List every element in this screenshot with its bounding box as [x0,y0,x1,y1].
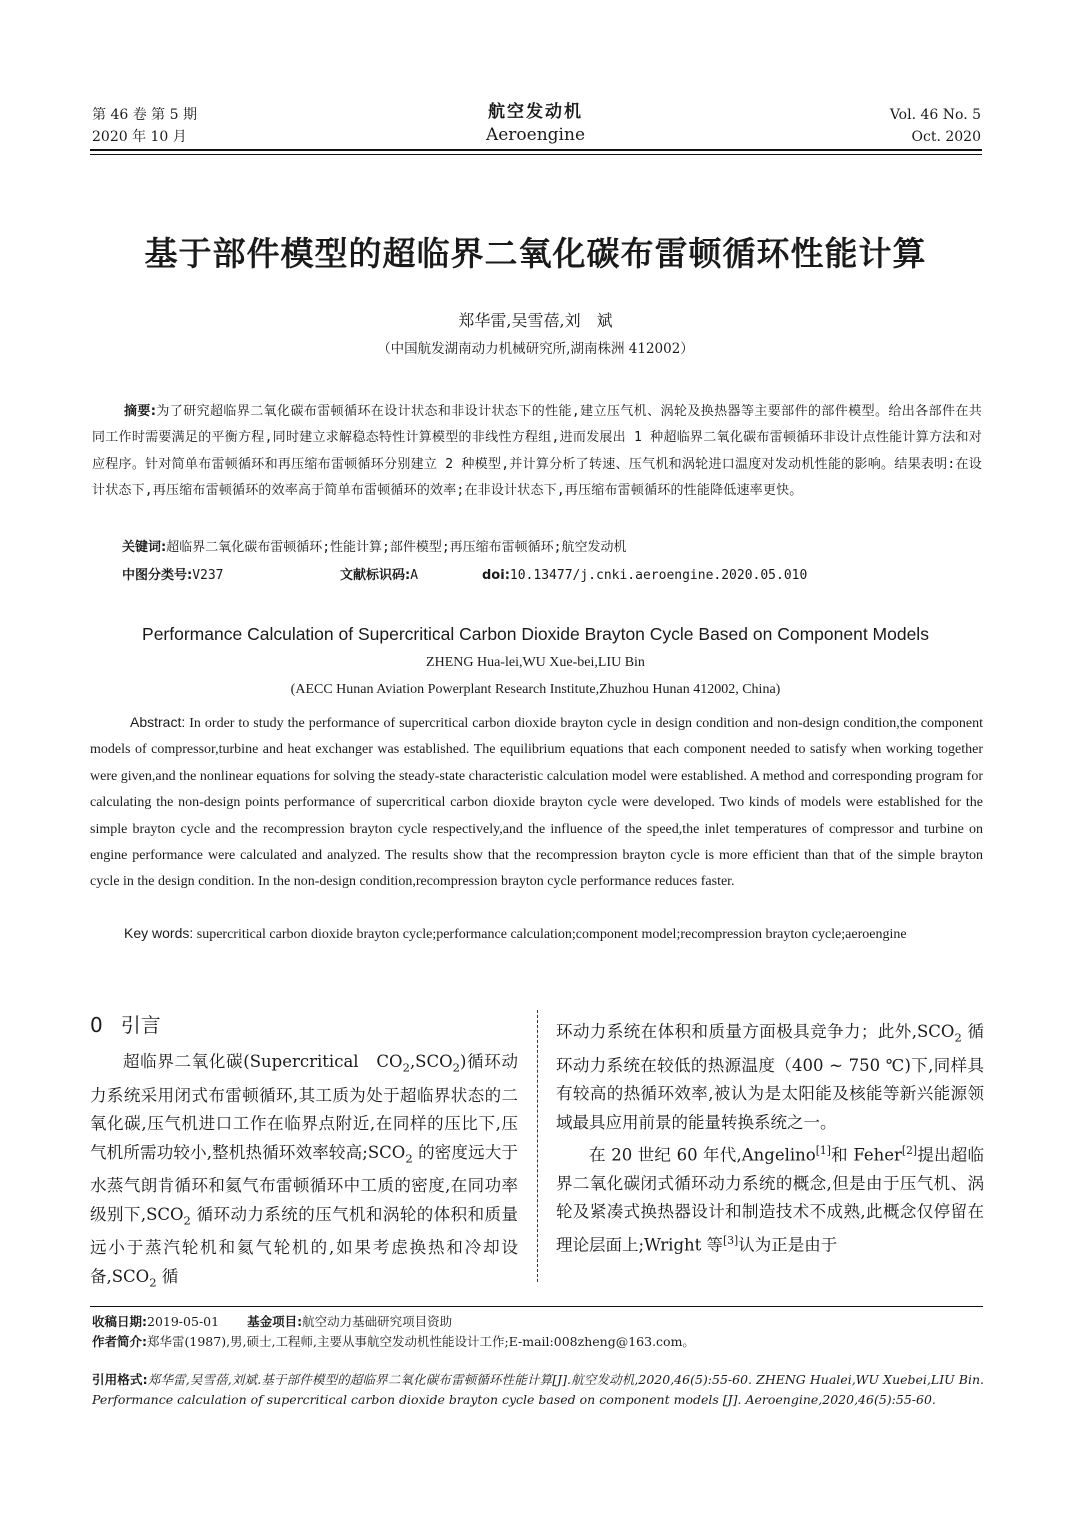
keywords-cn [122,536,627,555]
keywords-cn-text: 超临界二氧化碳布雷顿循环;性能计算;部件模型;再压缩布雷顿循环;航空发动机 [166,540,627,555]
section-number: 0 [90,1013,103,1037]
header-rule-thin [90,154,982,155]
body-text: )循环动力系统采用闭式布雷顿循环,其工质为处于超临界状态的二氧化碳,压气机进口工作在临界点附近,在同样的压比下,压气机所需功较小,整机热循环效率较高;SCO [90,1052,518,1162]
body-text: 和 Feher [830,1145,902,1165]
header-rule-thick [90,149,982,151]
author-bio-label: 作者简介: [92,1334,147,1349]
english-affiliation: (AECC Hunan Aviation Powerplant Research Institute,Zhuzhou Hunan 412002, China) [290,682,781,697]
doc-code-value: A [410,568,419,583]
subscript: 2 [405,1150,413,1165]
fund-label: 基金项目: [247,1314,303,1329]
author-bio-text: 郑华雷(1987),男,硕士,工程师,主要从事航空发动机性能设计工作;E-mail:008zheng@163.com。 [147,1334,695,1349]
english-keywords [90,920,983,948]
english-abstract-text: In order to study the performance of supercritical carbon dioxide brayton cycle in design condition and non-design condition,the component models of compressor,turbine and heat exchanger was established. The equilibrium equations that each component needed to satisfy when working together were given,and the nonlinear equations for solving the steady-state characteristic calculation model were established. A method and corresponding program for calculating the non-design points performance of supercritical carbon dioxide brayton cycle were developed. Two kinds of models were established for the simple brayton cycle and the recompression brayton cycle respectively,and the influence of the speed,the inlet temperatures of compressor and turbine on engine performance were calculated and analyzed. The results show that the recompression brayton cycle is more efficient than that of the simple brayton cycle in the design condition. In the non-design condition,recompression brayton cycle performance reduces faster. [90,716,984,890]
doc-code-label: 文献标识码: [340,568,411,583]
header-volume-issue-en: Vol. 46 No. 5 [889,107,981,123]
subscript: 2 [149,1275,157,1290]
body-text: 超临界二氧化碳(Supercritical CO [123,1052,403,1071]
received-and-funding [92,1312,452,1332]
english-authors: ZHENG Hua-lei,WU Xue-bei,LIU Bin [426,655,645,670]
header-issue-info-en [890,104,981,148]
english-abstract [90,709,983,896]
header-date-en: Oct. 2020 [911,129,981,145]
author-bio [92,1332,695,1352]
classification-line [122,564,982,583]
section-title: 引言 [120,1013,161,1037]
clc-value: V237 [192,568,224,583]
section-heading [90,1009,161,1038]
subscript: 2 [402,1060,410,1075]
english-title: Performance Calculation of Supercritical Carbon Dioxide Brayton Cycle Based on Component Models [142,624,929,644]
header-volume-issue: 第 46 卷 第 5 期 [92,107,197,123]
keywords-cn-label: 关键词: [122,540,167,555]
fund-value: 航空动力基础研究项目资助 [302,1314,453,1329]
body-column-left [90,1048,518,1296]
author-list: 郑华雷,吴雪蓓,刘 斌 [458,311,613,330]
citation-text: 郑华雷,吴雪蓓,刘斌.基于部件模型的超临界二氧化碳布雷顿循环性能计算[J].航空发动机,2020,46(5):55-60. ZHENG Hualei,WU Xuebei,LIU Bin. Performance calculation of supercritical carbon dioxide brayton cycle based on component models [J]. Aeroengine,2020,46(5):55-60. [92,1372,984,1407]
received-label: 收稿日期: [92,1314,147,1329]
doi-label: doi: [482,568,510,583]
journal-name-cn: 航空发动机 [488,102,583,122]
body-text: 循环动力系统的压气机和涡轮的体积和质量远小于蒸汽轮机和氦气轮机的,如果考虑换热和冷却设备,SCO [90,1204,519,1286]
body-text: 提出超临界二氧化碳闭式循环动力系统的概念,但是由于压气机、涡轮及紧凑式换热器设计和制造技术不成熟,此概念仅停留在理论层面上;Wright 等 [556,1145,985,1255]
paper-title: 基于部件模型的超临界二氧化碳布雷顿循环性能计算 [144,234,927,273]
body-text: 环动力系统在体积和质量方面极具竞争力；此外,SCO [556,1022,955,1041]
body-text: 循环动力系统在较低的热源温度（400 ~ 750 ℃)下,同样具有较高的热循环效率,被认为是太阳能及核能等新兴能源领域最具应用前景的能量转换系统之一。 [556,1022,984,1132]
subscript: 2 [954,1030,962,1045]
body-text: 认为正是由于 [738,1235,838,1255]
english-keywords-label: Key words: [124,925,194,941]
abstract-cn-text: 为了研究超临界二氧化碳布雷顿循环在设计状态和非设计状态下的性能,建立压气机、涡轮及换热器等主要部件的部件模型。给出各部件在共同工作时需要满足的平衡方程,同时建立求解稳态特性计算模型的非线性方程组,进而发展出 1 种超临界二氧化碳布雷顿循环非设计点性能计算方法和对应程序。针对简单布雷顿循环和再压缩布雷顿循环分别建立 2 种模型,并计算分析了转速、压气机和涡轮进口温度对发动机性能的影响。结果表明:在设计状态下,再压缩布雷顿循环的效率高于简单布雷顿循环的效率;在非设计状态下,再压缩布雷顿循环的性能降低速率更快。 [92,404,982,499]
body-column-right [556,1018,984,1260]
header-date: 2020 年 10 月 [92,129,187,145]
body-text: 循 [156,1266,179,1286]
subscript: 2 [452,1060,460,1075]
english-keywords-text: supercritical carbon dioxide brayton cycle;performance calculation;component model;recompression brayton cycle;aeroengine [196,927,907,942]
doi-value: 10.13477/j.cnki.aeroengine.2020.05.010 [509,568,808,583]
english-abstract-label: Abstract: [130,714,186,730]
clc-label: 中图分类号: [122,568,193,583]
body-text: ,SCO [409,1052,453,1071]
subscript: 2 [183,1212,191,1227]
abstract-cn [92,399,982,505]
column-divider [537,1010,538,1282]
received-date: 2019-05-01 [147,1314,220,1329]
citation-ref[interactable]: [1] [815,1143,831,1157]
body-paragraph [556,1137,984,1260]
citation-format [92,1370,984,1410]
citation-ref[interactable]: [3] [723,1233,739,1247]
affiliation: （中国航发湖南动力机械研究所,湖南株洲 412002） [377,341,694,357]
body-text: 的密度远大于水蒸气朗肯循环和氦气布雷顿循环中工质的密度,在同功率级别下,SCO [90,1142,518,1224]
abstract-cn-label: 摘要: [124,404,157,419]
body-paragraph [90,1048,518,1296]
body-text: 在 20 世纪 60 年代,Angelino [589,1145,816,1165]
citation-label: 引用格式: [92,1372,148,1387]
journal-name-en: Aeroengine [485,125,586,145]
citation-ref[interactable]: [2] [901,1143,918,1157]
footnote-rule [90,1306,983,1307]
body-paragraph [556,1018,984,1137]
